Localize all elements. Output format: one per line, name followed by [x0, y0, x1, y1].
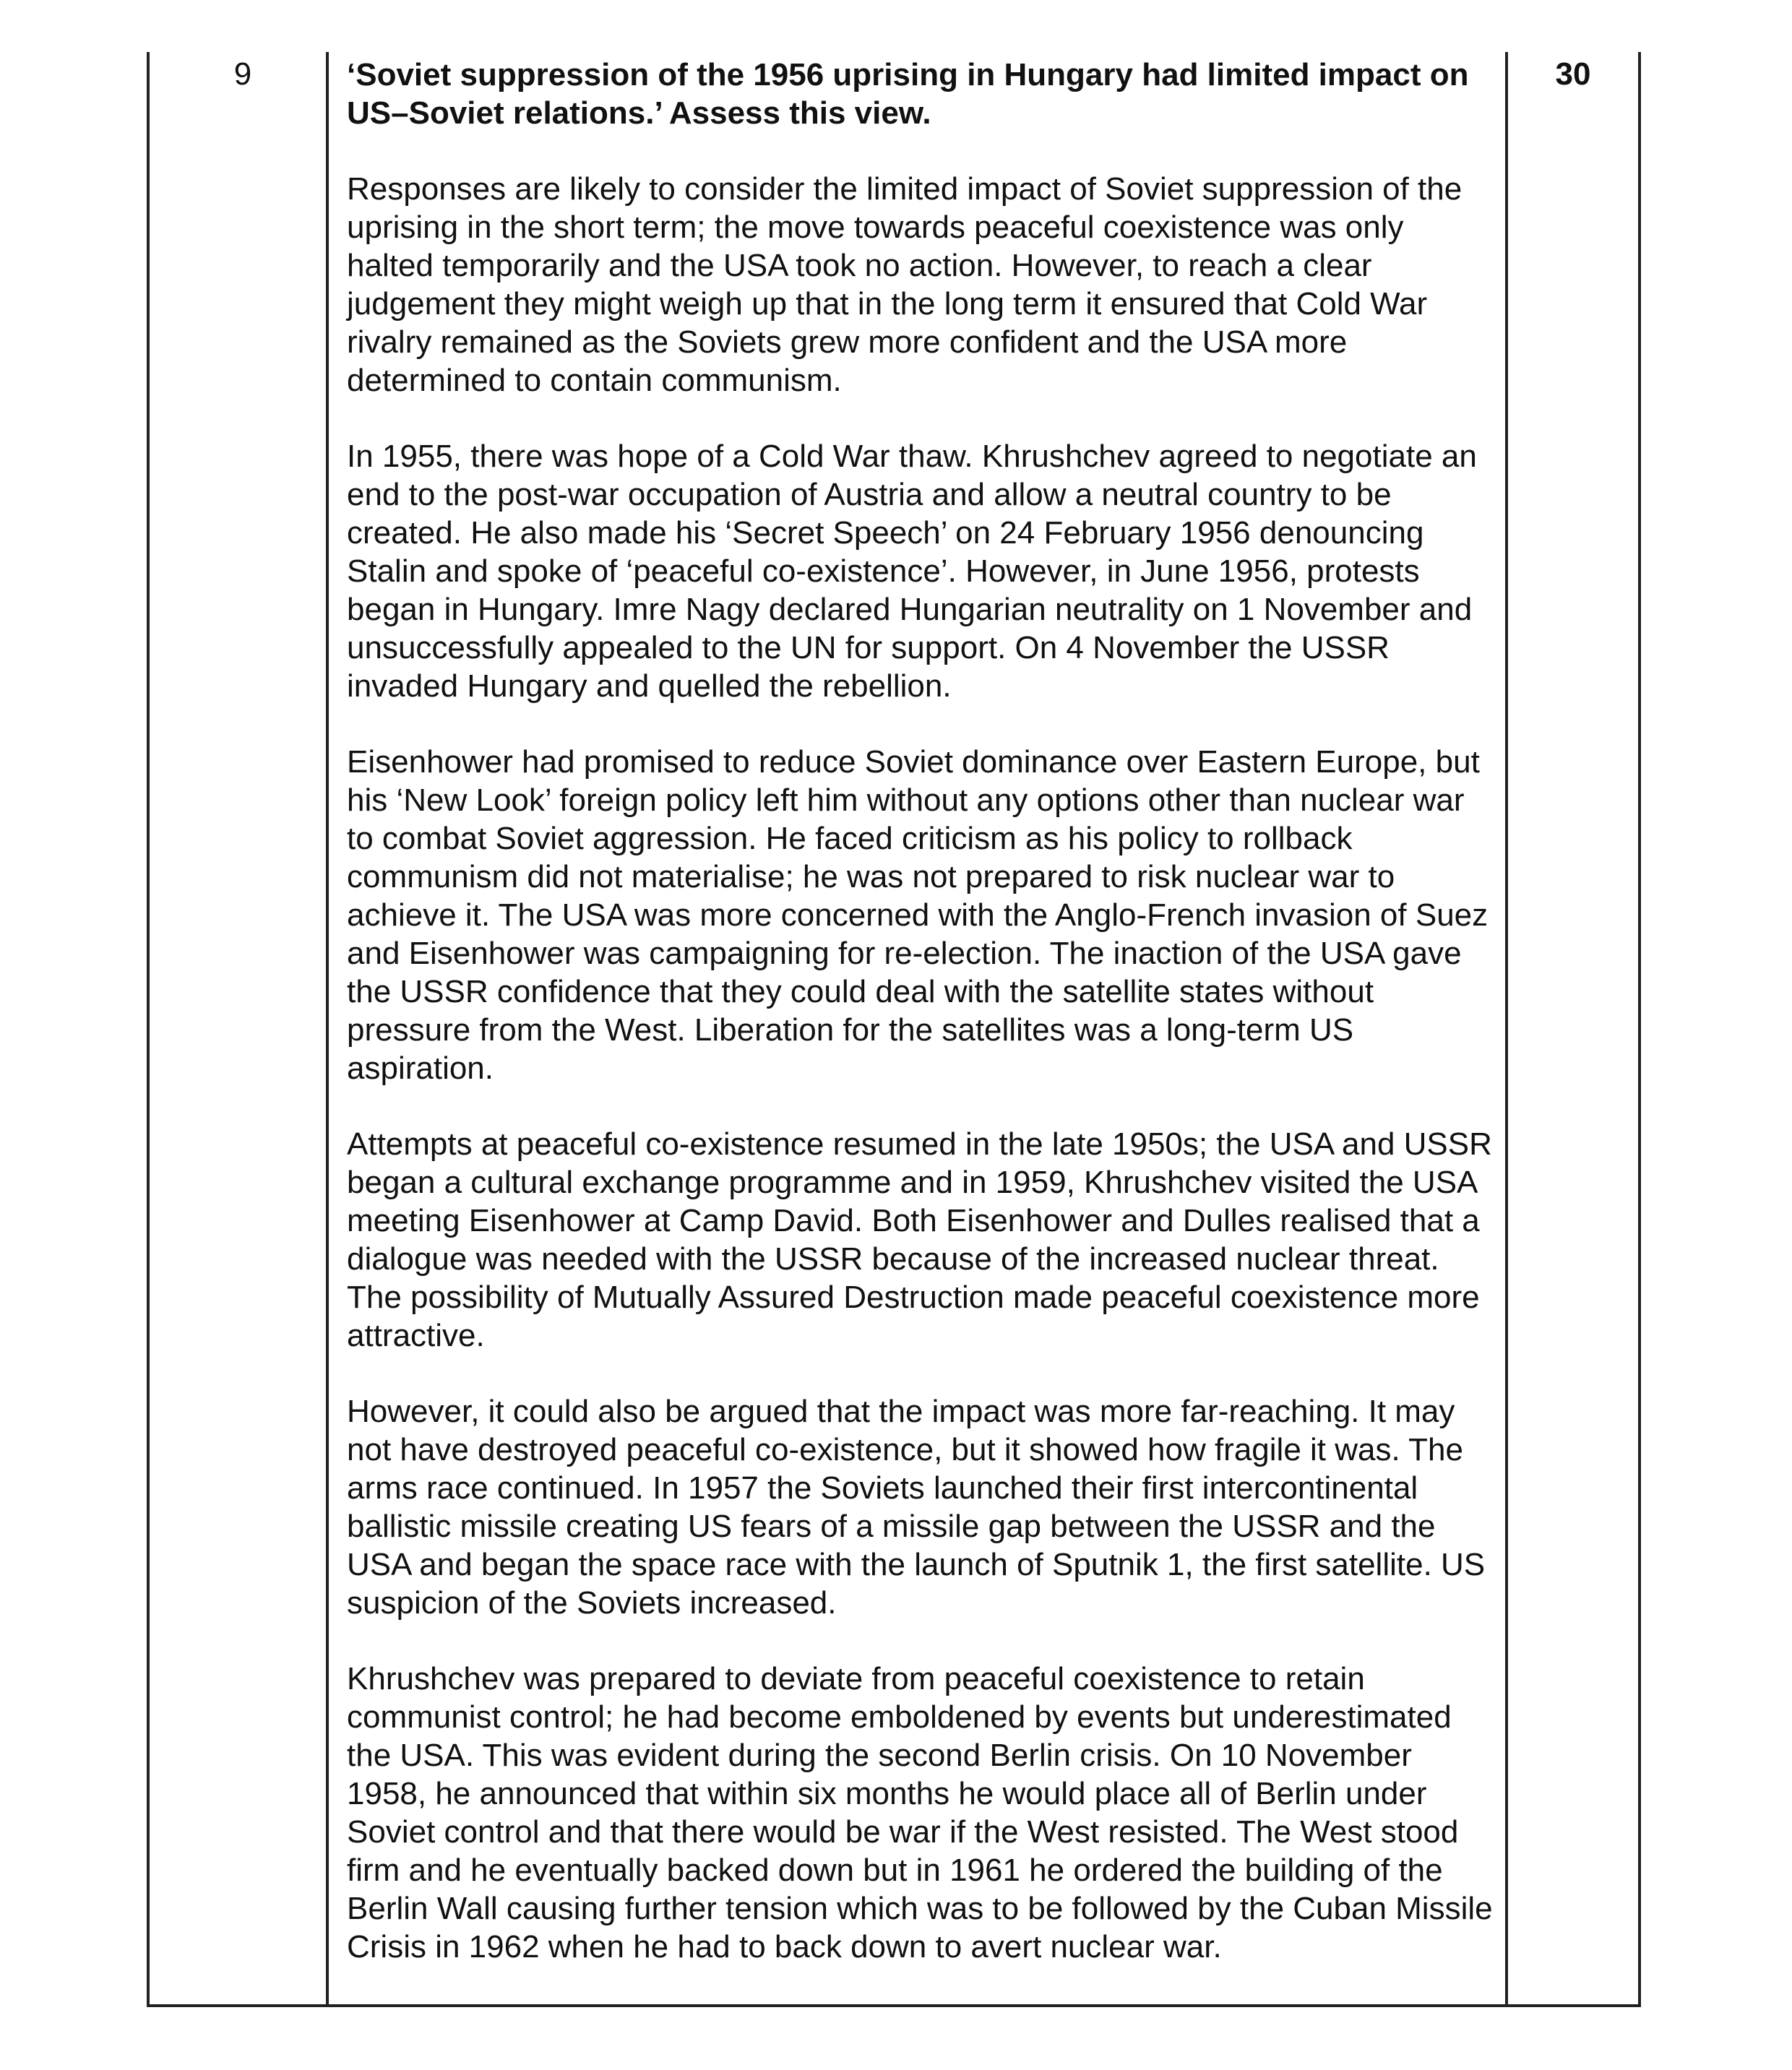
mark-scheme-table: [147, 52, 1641, 2007]
question-number: 9: [233, 56, 252, 92]
guidance-paragraph-6: Khrushchev was prepared to deviate from peaceful coexistence to retain communist control; he had become emboldened by events but underestimated the USA. This was evident during the second Berlin crisis. On 10 November 1958, he announced that within six months he would place all of Berlin under Soviet control and that there would be war if the West resisted. The West stood firm and he eventually backed down but in 1961 he ordered the building of the Berlin Wall causing further tension which was to be followed by the Cuban Missile Crisis in 1962 when he had to back down to avert nuclear war.: [347, 1661, 1493, 1965]
table-border-left: [147, 52, 150, 2004]
column-divider-2: [1505, 52, 1508, 2004]
column-divider-1: [326, 52, 329, 2004]
guidance-paragraph-4: Attempts at peaceful co-existence resumed in the late 1950s; the USA and USSR began a cultural exchange programme and in 1959, Khrushchev visited the USA meeting Eisenhower at Camp David. Both Eisenhower and Dulles realised that a dialogue was needed with the USSR because of the increased nuclear threat. The possibility of Mutually Assured Destruction made peaceful coexistence more attractive.: [347, 1126, 1492, 1353]
answer-content: [347, 56, 1496, 1966]
guidance-paragraph-3: Eisenhower had promised to reduce Soviet dominance over Eastern Europe, but his ‘New Look’ foreign policy left him without any options other than nuclear war to combat Soviet aggression. He faced criticism as his policy to rollback communism did not materialise; he was not prepared to risk nuclear war to achieve it. The USA was more concerned with the Anglo-French invasion of Suez and Eisenhower was campaigning for re-election. The inaction of the USA gave the USSR confidence that they could deal with the satellite states without pressure from the West. Liberation for the satellites was a long-term US aspiration.: [347, 744, 1489, 1086]
guidance-paragraph-1: Responses are likely to consider the limited impact of Soviet suppression of the uprising in the short term; the move towards peaceful coexistence was only halted temporarily and the USA took no action. However, to reach a clear judgement they might weigh up that in the long term it ensured that Cold War rivalry remained as the Soviets grew more confident and the USA more determined to contain communism.: [347, 171, 1463, 398]
marks-value: 30: [1555, 56, 1591, 92]
table-border-right: [1638, 52, 1641, 2004]
guidance-paragraph-5: However, it could also be argued that the impact was more far-reaching. It may not have destroyed peaceful co-existence, but it showed how fragile it was. The arms race continued. In 1957 the Soviets launched their first intercontinental ballistic missile creating US fears of a missile gap between the USSR and the USA and began the space race with the launch of Sputnik 1, the first satellite. US suspicion of the Soviets increased.: [347, 1394, 1486, 1621]
question-text: ‘Soviet suppression of the 1956 uprising in Hungary had limited impact on US–Soviet relations.’ Assess this view.: [347, 57, 1469, 131]
guidance-paragraph-2: In 1955, there was hope of a Cold War thaw. Khrushchev agreed to negotiate an end to the post-war occupation of Austria and allow a neutral country to be created. He also made his ‘Secret Speech’ on 24 February 1956 denouncing Stalin and spoke of ‘peaceful co-existence’. However, in June 1956, protests began in Hungary. Imre Nagy declared Hungarian neutrality on 1 November and unsuccessfully appealed to the UN for support. On 4 November the USSR invaded Hungary and quelled the rebellion.: [347, 439, 1477, 704]
